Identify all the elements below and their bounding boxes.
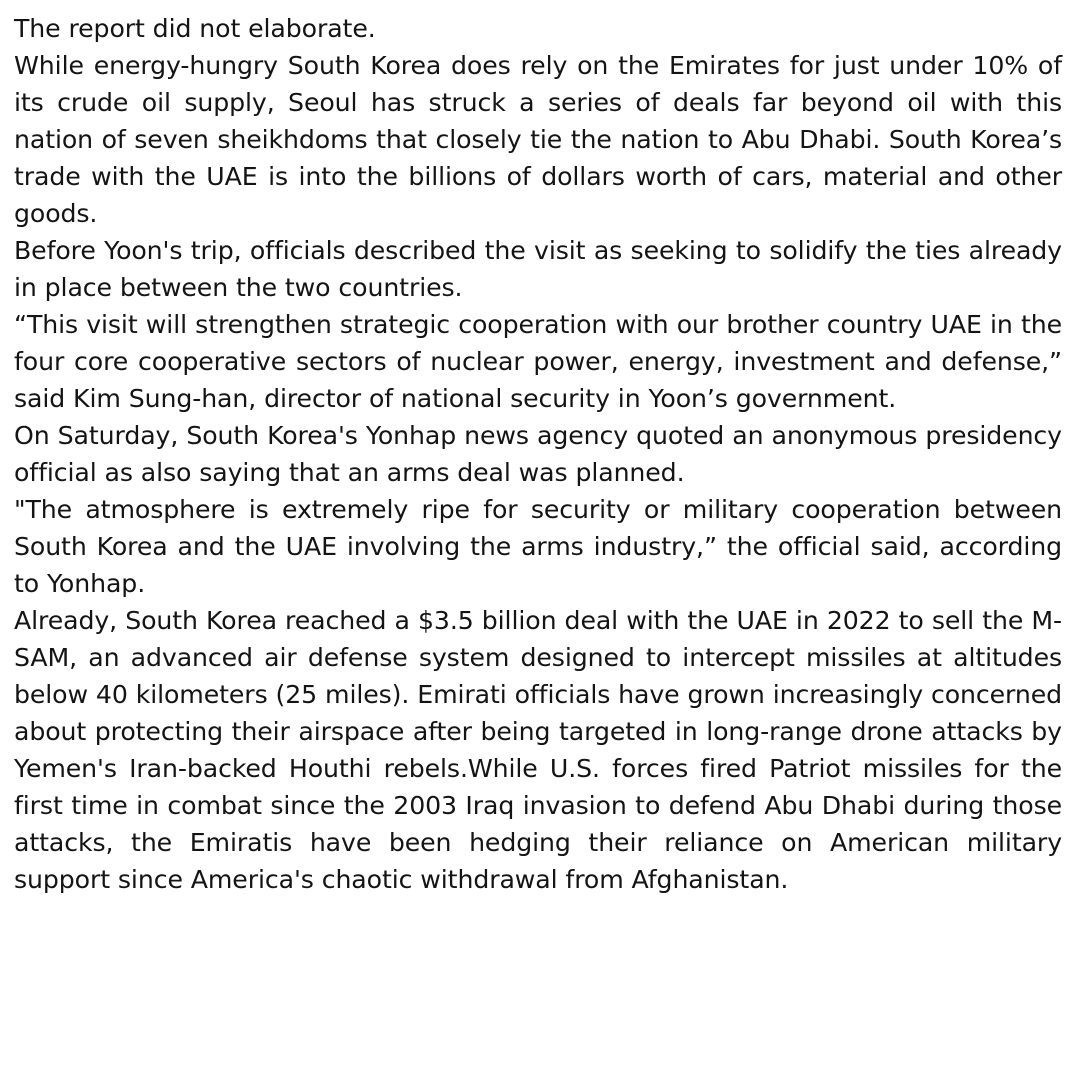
- paragraph-report: The report did not elaborate.: [14, 14, 376, 43]
- paragraph-trip: Before Yoon's trip, officials described the visit as seeking to solidify the ties already in place between the two countries.: [14, 236, 1062, 302]
- paragraph-quote-official: "The atmosphere is extremely ripe for security or military cooperation between South Korea and the UAE involving the arms industry,” the official said, according to Yonhap.: [14, 495, 1062, 598]
- paragraph-quote-kim: “This visit will strengthen strategic cooperation with our brother country UAE in the four core cooperative sectors of nuclear power, energy, investment and defense,” said Kim Sung-han, director of national security in Yoon’s government.: [14, 310, 1062, 413]
- article-body: [14, 10, 1062, 898]
- paragraph-yonhap: On Saturday, South Korea's Yonhap news agency quoted an anonymous presidency official as also saying that an arms deal was planned.: [14, 421, 1062, 487]
- paragraph-oil-trade: While energy-hungry South Korea does rely on the Emirates for just under 10% of its crude oil supply, Seoul has struck a series of deals far beyond oil with this nation of seven sheikhdoms that closely tie the nation to Abu Dhabi. South Korea’s trade with the UAE is into the billions of dollars worth of cars, material and other goods.: [14, 51, 1062, 228]
- paragraph-msam-deal: Already, South Korea reached a $3.5 billion deal with the UAE in 2022 to sell the M-SAM, an advanced air defense system designed to intercept missiles at altitudes below 40 kilometers (25 miles). Emirati officials have grown increasingly concerned about protecting their airspace after being targeted in long-range drone attacks by Yemen's Iran-backed Houthi rebels.While U.S. forces fired Patriot missiles for the first time in combat since the 2003 Iraq invasion to defend Abu Dhabi during those attacks, the Emiratis have been hedging their reliance on American military support since America's chaotic withdrawal from Afghanistan.: [14, 606, 1062, 894]
